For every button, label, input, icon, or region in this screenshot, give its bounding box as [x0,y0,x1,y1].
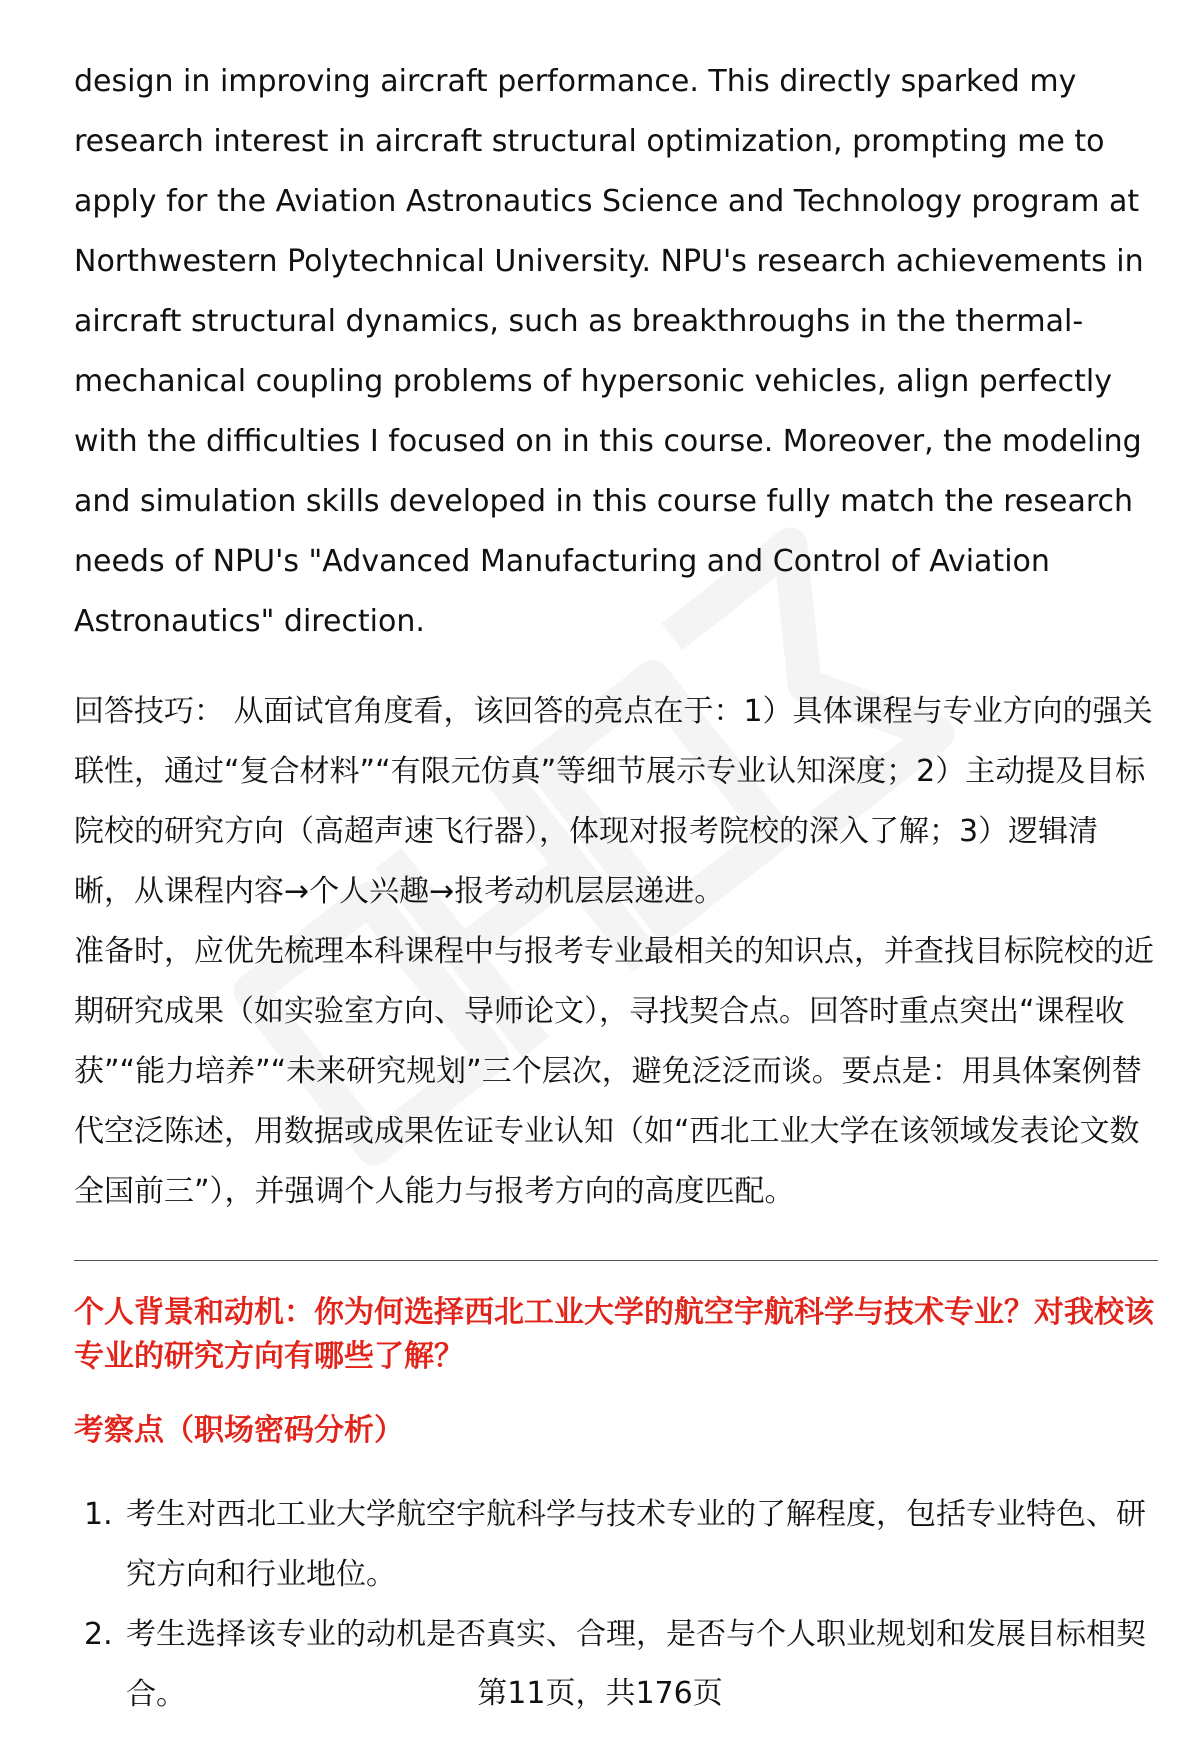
list-item-number: 1. [84,1497,113,1532]
preparation-advice-paragraph: 准备时，应优先梳理本科课程中与报考专业最相关的知识点，并查找目标院校的近期研究成果（如实验室方向、导师论文），寻找契合点。回答时重点突出“课程收获”“能力培养”“未来研究规划”三个层次，避免泛泛而谈。要点是：用具体案例替代空泛陈述，用数据或成果佐证专业认知（如“西北工业大学在该领域发表论文数全国前三”），并强调个人能力与报考方向的高度匹配。 [74,934,1154,1209]
section-divider [74,1260,1158,1261]
list-item-text: 考生选择该专业的动机是否真实、合理，是否与个人职业规划和发展目标相契合。 [126,1617,1146,1712]
assessment-points-heading: 考察点（职场密码分析） [74,1413,404,1448]
question-title: 个人背景和动机：你为何选择西北工业大学的航空宇航科学与技术专业？对我校该专业的研究方向有哪些了解？ [74,1295,1154,1374]
answer-tips-section [74,682,1154,1222]
answer-tips-paragraph: 回答技巧： 从面试官角度看，该回答的亮点在于：1）具体课程与专业方向的强关联性，通过“复合材料”“有限元仿真”等细节展示专业认知深度；2）主动提及目标院校的研究方向（高超声速飞行器），体现对报考院校的深入了解；3）逻辑清晰，从课程内容→个人兴趣→报考动机层层递进。 [74,694,1153,909]
page-number-footer: 第11页，共176页 [477,1676,723,1711]
list-item [74,1485,1154,1605]
english-answer-paragraph: design in improving aircraft performance. This directly sparked my research interest in aircraft structural optimization, prompting me to apply for the Aviation Astronautics Science and Technology program at Northwestern Polytechnical University. NPU's research achievements in aircraft structural dynamics, such as breakthroughs in the thermal-mechanical coupling problems of hypersonic vehicles, align perfectly with the difficulties I focused on in this course. Moreover, the modeling and simulation skills developed in this course fully match the research needs of NPU's "Advanced Manufacturing and Control of Aviation Astronautics" direction. [74,64,1144,639]
list-item-number: 2. [84,1617,113,1652]
list-item-text: 考生对西北工业大学航空宇航科学与技术专业的了解程度，包括专业特色、研究方向和行业地位。 [126,1497,1146,1592]
main-content [74,52,1154,1725]
